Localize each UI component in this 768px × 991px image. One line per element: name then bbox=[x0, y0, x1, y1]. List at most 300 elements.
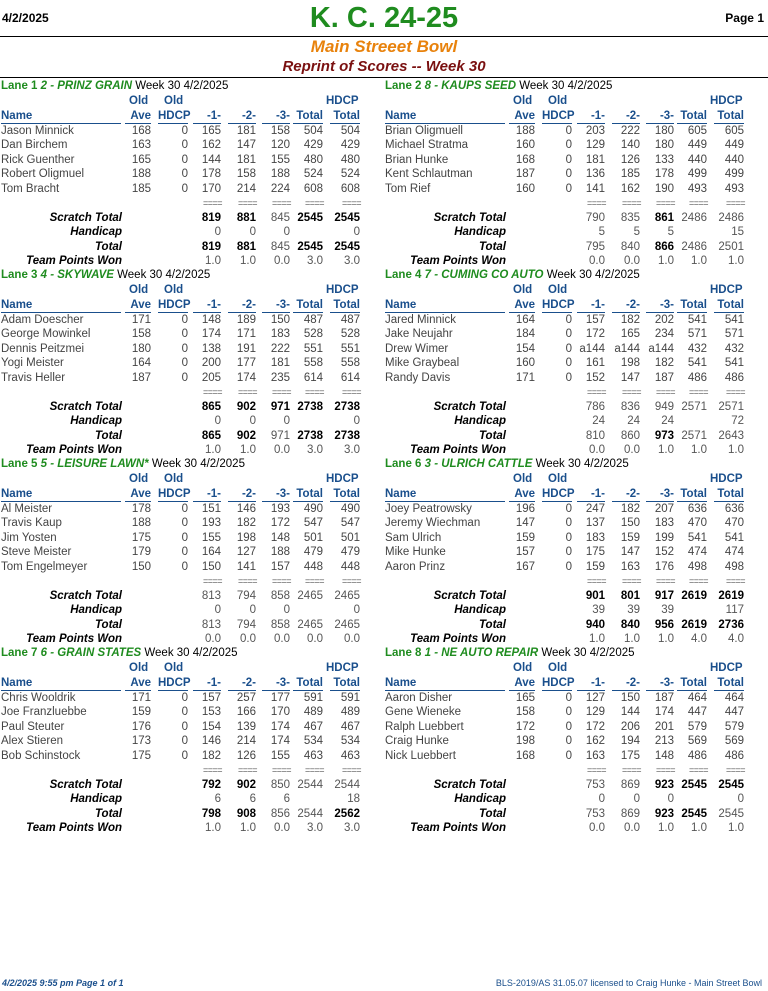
header-total: Total bbox=[677, 298, 707, 313]
handicap-total-total bbox=[671, 603, 707, 617]
header-ave: Ave bbox=[509, 109, 535, 124]
header-hdcp: HDCP bbox=[542, 298, 572, 313]
bowler-g1: 146 bbox=[201, 735, 221, 748]
scratch-total-label: Scratch Total bbox=[49, 779, 122, 791]
bowler-g2: 175 bbox=[620, 749, 640, 762]
bowler-hdcp: 0 bbox=[181, 749, 188, 762]
bowler-g1: 129 bbox=[585, 139, 605, 152]
header-name: Name bbox=[1, 676, 121, 691]
separator: ==== bbox=[621, 576, 641, 586]
header-g1: -1- bbox=[577, 298, 605, 313]
bowler-ave: 172 bbox=[515, 720, 535, 733]
bowler-hdcp: 0 bbox=[565, 371, 572, 384]
bowler-total: 558 bbox=[303, 357, 323, 370]
bowler-hdcp_total: 579 bbox=[724, 720, 744, 733]
bowler-total: 547 bbox=[303, 517, 323, 530]
separator: ==== bbox=[725, 576, 745, 586]
bowler-ave: 198 bbox=[515, 735, 535, 748]
scratch-total-label: Scratch Total bbox=[433, 590, 506, 602]
header-hdcp: HDCP bbox=[158, 676, 188, 691]
header-old-ave: Old bbox=[513, 284, 533, 296]
team-points-won-label: Team Points Won bbox=[410, 633, 506, 646]
header-hdcp_total: Total bbox=[714, 298, 744, 313]
team-points-won-hdcp_total: 1.0 bbox=[728, 255, 744, 268]
bowler-hdcp_total: 474 bbox=[724, 546, 744, 559]
team-points-won-g1: 1.0 bbox=[205, 822, 221, 835]
header-g3: -3- bbox=[262, 109, 290, 124]
team-points-won-total: 3.0 bbox=[307, 444, 323, 457]
team-name: 4 - SKYWAVE bbox=[40, 269, 114, 281]
grand-total-hdcp_total: 2501 bbox=[718, 240, 744, 253]
scratch-total-g2: 794 bbox=[236, 590, 256, 602]
grand-total-total: 2545 bbox=[297, 240, 323, 253]
bowler-hdcp_total: 479 bbox=[340, 546, 360, 559]
bowler-hdcp: 0 bbox=[181, 328, 188, 341]
header-old-ave: Old bbox=[513, 473, 533, 485]
lane-number: Lane 8 bbox=[385, 647, 422, 659]
bowler-hdcp: 0 bbox=[565, 517, 572, 530]
grand-total-g2: 840 bbox=[620, 618, 640, 631]
handicap-total-g2: 5 bbox=[633, 226, 640, 239]
bowler-hdcp_total: 569 bbox=[724, 735, 744, 748]
bowler-name: Paul Steuter bbox=[1, 720, 65, 733]
bowler-hdcp: 0 bbox=[181, 357, 188, 370]
bowler-hdcp_total: 558 bbox=[340, 357, 360, 370]
team-points-won-label: Team Points Won bbox=[26, 633, 122, 646]
report-subtitle: Reprint of Scores -- Week 30 bbox=[282, 58, 486, 75]
bowler-g3: 170 bbox=[270, 706, 290, 719]
separator: ==== bbox=[237, 198, 257, 208]
handicap-total-g2: 0 bbox=[633, 793, 640, 806]
bowler-total: 448 bbox=[303, 560, 323, 573]
bowler-name: Nick Luebbert bbox=[385, 749, 456, 762]
scratch-total-g3: 923 bbox=[654, 779, 674, 791]
bowler-hdcp_total: 547 bbox=[340, 517, 360, 530]
team-points-won-g1: 1.0 bbox=[589, 633, 605, 646]
bowler-g2: 146 bbox=[236, 503, 256, 515]
bowler-name: Jake Neujahr bbox=[385, 328, 453, 341]
bowler-ave: 173 bbox=[131, 735, 151, 748]
handicap-total-g3: 0 bbox=[283, 604, 290, 617]
bowler-g3: 120 bbox=[270, 139, 290, 152]
handicap-total-label: Handicap bbox=[454, 604, 506, 617]
bowler-g2: 185 bbox=[620, 168, 640, 181]
grand-total-g2: 881 bbox=[236, 240, 256, 253]
team-points-won-g1: 0.0 bbox=[589, 444, 605, 457]
handicap-total-g1: 39 bbox=[592, 604, 605, 617]
header-old-hdcp: Old bbox=[548, 473, 568, 485]
bowler-g1: 136 bbox=[585, 168, 605, 181]
bowler-total: 614 bbox=[303, 371, 323, 384]
bowler-g1: 157 bbox=[201, 692, 221, 704]
bowler-name: Bob Schinstock bbox=[1, 749, 81, 762]
scratch-total-hdcp_total: 2465 bbox=[334, 590, 360, 602]
bowler-g2: 206 bbox=[620, 720, 640, 733]
handicap-total-total bbox=[287, 225, 323, 239]
bowler-total: 499 bbox=[687, 168, 707, 181]
bowler-hdcp_total: 541 bbox=[724, 531, 744, 544]
bowler-ave: 158 bbox=[515, 706, 535, 719]
grand-total-total: 2571 bbox=[681, 429, 707, 442]
handicap-total-hdcp_total: 0 bbox=[353, 226, 360, 239]
bowler-name: Joey Peatrowsky bbox=[385, 503, 472, 515]
bowler-g2: 166 bbox=[236, 706, 256, 719]
bowler-g3: 187 bbox=[654, 692, 674, 704]
scratch-total-g2: 902 bbox=[236, 779, 256, 791]
bowler-g2: 126 bbox=[236, 749, 256, 762]
scratch-total-total: 2545 bbox=[297, 212, 323, 224]
team-points-won-g2: 0.0 bbox=[240, 633, 256, 646]
bowler-ave: 160 bbox=[515, 139, 535, 152]
header-old-hdcp: Old bbox=[164, 662, 184, 674]
bowler-g2: 140 bbox=[620, 139, 640, 152]
bowler-g3: 152 bbox=[654, 546, 674, 559]
report-title: K. C. 24-25 bbox=[309, 2, 459, 34]
bowler-hdcp_total: 541 bbox=[724, 314, 744, 326]
lane-block bbox=[0, 267, 384, 456]
bowler-hdcp: 0 bbox=[181, 153, 188, 166]
scratch-total-label: Scratch Total bbox=[433, 212, 506, 224]
bowler-g1: 161 bbox=[585, 357, 605, 370]
lane-block bbox=[0, 456, 384, 645]
bowler-total: 463 bbox=[303, 749, 323, 762]
separator: ==== bbox=[586, 387, 606, 397]
bowler-total: 636 bbox=[687, 503, 707, 515]
handicap-total-label: Handicap bbox=[454, 793, 506, 806]
lane-number: Lane 3 bbox=[1, 269, 38, 281]
bowler-name: Tom Bracht bbox=[1, 182, 60, 195]
team-name: 1 - NE AUTO REPAIR bbox=[424, 647, 539, 659]
bowler-hdcp_total: 486 bbox=[724, 749, 744, 762]
lane-header bbox=[385, 457, 629, 471]
bowler-ave: 158 bbox=[131, 328, 151, 341]
separator: ==== bbox=[341, 576, 361, 586]
header-hdcp: HDCP bbox=[542, 109, 572, 124]
team-points-won-label: Team Points Won bbox=[26, 822, 122, 835]
grand-total-g1: 798 bbox=[201, 807, 221, 820]
header-total: Total bbox=[293, 487, 323, 502]
grand-total-label: Total bbox=[94, 240, 122, 253]
bowler-g3: 235 bbox=[270, 371, 290, 384]
handicap-total-hdcp_total: 117 bbox=[725, 604, 744, 617]
team-points-won-hdcp_total: 3.0 bbox=[344, 822, 360, 835]
bowler-g1: 165 bbox=[201, 125, 221, 137]
scratch-total-label: Scratch Total bbox=[49, 212, 122, 224]
bowler-total: 429 bbox=[303, 139, 323, 152]
scratch-total-hdcp_total: 2486 bbox=[718, 212, 744, 224]
bowler-hdcp: 0 bbox=[565, 168, 572, 181]
week-date: Week 30 4/2/2025 bbox=[135, 80, 229, 92]
grand-total-g1: 865 bbox=[201, 429, 221, 442]
lane-header bbox=[1, 457, 245, 471]
lane-header bbox=[1, 79, 228, 93]
grand-total-label: Total bbox=[94, 807, 122, 820]
bowler-hdcp: 0 bbox=[181, 546, 188, 559]
grand-total-label: Total bbox=[478, 618, 506, 631]
lane-block bbox=[384, 456, 768, 645]
bowler-g1: 151 bbox=[201, 503, 221, 515]
bowler-hdcp_total: 487 bbox=[340, 314, 360, 326]
grand-total-g1: 795 bbox=[585, 240, 605, 253]
bowler-g3: a144 bbox=[648, 342, 674, 355]
team-points-won-g3: 0.0 bbox=[274, 255, 290, 268]
bowler-g2: 163 bbox=[620, 560, 640, 573]
separator: ==== bbox=[237, 387, 257, 397]
bowler-name: Tom Rief bbox=[385, 182, 431, 195]
bowler-g3: 190 bbox=[654, 182, 674, 195]
grand-total-label: Total bbox=[94, 429, 122, 442]
bowler-g1: a144 bbox=[579, 342, 605, 355]
separator: ==== bbox=[202, 387, 222, 397]
handicap-total-g3: 5 bbox=[667, 226, 674, 239]
bowler-total: 528 bbox=[303, 328, 323, 341]
separator: ==== bbox=[341, 765, 361, 775]
bowler-name: Mike Hunke bbox=[385, 546, 446, 559]
bowler-g1: 141 bbox=[585, 182, 605, 195]
grand-total-total: 2545 bbox=[681, 807, 707, 820]
handicap-total-total bbox=[287, 792, 323, 806]
team-points-won-hdcp_total: 0.0 bbox=[344, 633, 360, 646]
bowler-g3: 234 bbox=[654, 328, 674, 341]
bowler-total: 470 bbox=[687, 517, 707, 530]
header-total: Total bbox=[677, 676, 707, 691]
handicap-total-hdcp_total: 15 bbox=[731, 226, 744, 239]
bowler-g1: 144 bbox=[201, 153, 221, 166]
grand-total-hdcp_total: 2545 bbox=[718, 807, 744, 820]
bowler-g1: 154 bbox=[201, 720, 221, 733]
bowler-total: 579 bbox=[687, 720, 707, 733]
header-hdcp: HDCP bbox=[326, 662, 359, 674]
bowler-ave: 159 bbox=[515, 531, 535, 544]
scratch-total-g1: 792 bbox=[201, 779, 221, 791]
header-g2: -2- bbox=[612, 487, 640, 502]
scratch-total-g2: 801 bbox=[620, 590, 640, 602]
bowler-hdcp_total: 463 bbox=[340, 749, 360, 762]
bowler-g3: 188 bbox=[270, 168, 290, 181]
scratch-total-g2: 902 bbox=[236, 401, 256, 413]
team-points-won-label: Team Points Won bbox=[410, 822, 506, 835]
bowler-name: Yogi Meister bbox=[1, 357, 64, 370]
handicap-total-total bbox=[671, 414, 707, 428]
header-old-ave: Old bbox=[129, 662, 149, 674]
handicap-total-label: Handicap bbox=[70, 604, 122, 617]
scratch-total-g3: 917 bbox=[654, 590, 674, 602]
header-hdcp: HDCP bbox=[158, 109, 188, 124]
scratch-total-g1: 819 bbox=[201, 212, 221, 224]
grand-total-total: 2619 bbox=[681, 618, 707, 631]
separator: ==== bbox=[688, 198, 708, 208]
scratch-total-hdcp_total: 2545 bbox=[334, 212, 360, 224]
header-g1: -1- bbox=[193, 487, 221, 502]
separator: ==== bbox=[341, 387, 361, 397]
bowler-name: Michael Stratma bbox=[385, 139, 469, 152]
scratch-total-g3: 858 bbox=[270, 590, 290, 602]
scratch-total-total: 2545 bbox=[681, 779, 707, 791]
lane-number: Lane 5 bbox=[1, 458, 38, 470]
bowler-ave: 159 bbox=[131, 706, 151, 719]
bowler-g3: 202 bbox=[654, 314, 674, 326]
handicap-total-hdcp_total: 0 bbox=[737, 793, 744, 806]
bowler-g1: 172 bbox=[585, 720, 605, 733]
header-old-ave: Old bbox=[129, 284, 149, 296]
bowler-hdcp: 0 bbox=[181, 314, 188, 326]
team-points-won-total: 0.0 bbox=[307, 633, 323, 646]
lane-header bbox=[1, 268, 210, 282]
header-g1: -1- bbox=[577, 676, 605, 691]
bowler-g3: 183 bbox=[270, 328, 290, 341]
header-total: Total bbox=[293, 676, 323, 691]
grand-total-total: 2465 bbox=[297, 618, 323, 631]
bowler-g1: 163 bbox=[585, 749, 605, 762]
bowler-name: Sam Ulrich bbox=[385, 531, 442, 544]
scratch-total-g2: 869 bbox=[620, 779, 640, 791]
grand-total-g3: 856 bbox=[270, 807, 290, 820]
handicap-total-g1: 0 bbox=[214, 604, 221, 617]
bowler-g1: 172 bbox=[585, 328, 605, 341]
grand-total-hdcp_total: 2465 bbox=[334, 618, 360, 631]
bowler-g2: 141 bbox=[236, 560, 256, 573]
center-name: Main Streeet Bowl bbox=[310, 37, 458, 56]
header-g2: -2- bbox=[612, 676, 640, 691]
bowler-g3: 155 bbox=[270, 153, 290, 166]
bowler-g1: 162 bbox=[585, 735, 605, 748]
separator: ==== bbox=[586, 198, 606, 208]
separator: ==== bbox=[237, 576, 257, 586]
header-name: Name bbox=[1, 109, 121, 124]
grand-total-total: 2486 bbox=[681, 240, 707, 253]
team-points-won-g1: 1.0 bbox=[205, 444, 221, 457]
header-g2: -2- bbox=[228, 109, 256, 124]
grand-total-g2: 869 bbox=[620, 807, 640, 820]
bowler-total: 486 bbox=[687, 371, 707, 384]
bowler-g3: 213 bbox=[654, 735, 674, 748]
lane-number: Lane 2 bbox=[385, 80, 422, 92]
bowler-ave: 171 bbox=[131, 692, 151, 704]
grand-total-label: Total bbox=[478, 240, 506, 253]
grand-total-hdcp_total: 2562 bbox=[334, 807, 360, 820]
bowler-hdcp: 0 bbox=[565, 735, 572, 748]
separator: ==== bbox=[202, 198, 222, 208]
bowler-name: Jared Minnick bbox=[385, 314, 456, 326]
bowler-total: 498 bbox=[687, 560, 707, 573]
grand-total-total: 2544 bbox=[297, 807, 323, 820]
week-date: Week 30 4/2/2025 bbox=[546, 269, 640, 281]
header-hdcp_total: Total bbox=[330, 109, 360, 124]
scratch-total-label: Scratch Total bbox=[433, 779, 506, 791]
header-g3: -3- bbox=[262, 298, 290, 313]
grand-total-g2: 908 bbox=[236, 807, 256, 820]
lane-number: Lane 1 bbox=[1, 80, 38, 92]
header-g1: -1- bbox=[193, 298, 221, 313]
bowler-total: 432 bbox=[687, 342, 707, 355]
bowler-hdcp_total: 614 bbox=[340, 371, 360, 384]
bowler-hdcp_total: 591 bbox=[340, 692, 360, 704]
header-hdcp: HDCP bbox=[326, 284, 359, 296]
bowler-hdcp: 0 bbox=[565, 314, 572, 326]
bowler-g3: 180 bbox=[654, 139, 674, 152]
bowler-hdcp: 0 bbox=[181, 692, 188, 704]
handicap-total-g2: 39 bbox=[627, 604, 640, 617]
lane-block bbox=[384, 78, 768, 267]
team-points-won-g2: 1.0 bbox=[240, 822, 256, 835]
team-points-won-total: 1.0 bbox=[691, 255, 707, 268]
bowler-ave: 160 bbox=[515, 182, 535, 195]
bowler-g1: 152 bbox=[585, 371, 605, 384]
bowler-g1: 164 bbox=[201, 546, 221, 559]
bowler-hdcp: 0 bbox=[565, 153, 572, 166]
scratch-total-g3: 845 bbox=[270, 212, 290, 224]
bowler-total: 501 bbox=[303, 531, 323, 544]
team-points-won-hdcp_total: 3.0 bbox=[344, 255, 360, 268]
bowler-ave: 163 bbox=[131, 139, 151, 152]
bowler-g2: 147 bbox=[620, 371, 640, 384]
bowler-hdcp_total: 528 bbox=[340, 328, 360, 341]
grand-total-g3: 971 bbox=[270, 429, 290, 442]
grand-total-g3: 956 bbox=[654, 618, 674, 631]
bowler-g1: 157 bbox=[585, 314, 605, 326]
scratch-total-total: 2486 bbox=[681, 212, 707, 224]
separator: ==== bbox=[304, 198, 324, 208]
separator: ==== bbox=[621, 387, 641, 397]
header-name: Name bbox=[1, 487, 121, 502]
header-g2: -2- bbox=[612, 109, 640, 124]
handicap-total-g2: 0 bbox=[249, 415, 256, 428]
header-hdcp_total: Total bbox=[714, 109, 744, 124]
bowler-ave: 165 bbox=[131, 153, 151, 166]
team-points-won-total: 1.0 bbox=[691, 444, 707, 457]
bowler-hdcp_total: 490 bbox=[340, 503, 360, 515]
bowler-hdcp: 0 bbox=[565, 692, 572, 704]
scratch-total-total: 2571 bbox=[681, 401, 707, 413]
bowler-ave: 168 bbox=[131, 125, 151, 137]
grand-total-g3: 866 bbox=[654, 240, 674, 253]
bowler-hdcp_total: 432 bbox=[724, 342, 744, 355]
header-g3: -3- bbox=[646, 487, 674, 502]
bowler-name: Adam Doescher bbox=[1, 314, 84, 326]
week-date: Week 30 4/2/2025 bbox=[144, 647, 238, 659]
bowler-ave: 188 bbox=[131, 168, 151, 181]
header-ave: Ave bbox=[509, 298, 535, 313]
handicap-total-label: Handicap bbox=[454, 226, 506, 239]
team-points-won-g3: 1.0 bbox=[658, 444, 674, 457]
bowler-total: 541 bbox=[687, 314, 707, 326]
team-points-won-label: Team Points Won bbox=[410, 255, 506, 268]
separator: ==== bbox=[271, 387, 291, 397]
team-points-won-total: 1.0 bbox=[691, 822, 707, 835]
bowler-g3: 224 bbox=[270, 182, 290, 195]
header-hdcp: HDCP bbox=[158, 487, 188, 502]
bowler-hdcp_total: 524 bbox=[340, 168, 360, 181]
bowler-ave: 171 bbox=[131, 314, 151, 326]
bowler-g2: 159 bbox=[620, 531, 640, 544]
header-old-hdcp: Old bbox=[548, 284, 568, 296]
scratch-total-g1: 813 bbox=[201, 590, 221, 602]
bowler-g3: 133 bbox=[654, 153, 674, 166]
header-hdcp: HDCP bbox=[710, 284, 743, 296]
bowler-g3: 182 bbox=[654, 357, 674, 370]
grand-total-total: 2738 bbox=[297, 429, 323, 442]
bowler-name: Craig Hunke bbox=[385, 735, 449, 748]
team-points-won-g1: 0.0 bbox=[205, 633, 221, 646]
bowler-name: Mike Graybeal bbox=[385, 357, 460, 370]
bowler-hdcp: 0 bbox=[565, 328, 572, 341]
bowler-name: Ralph Luebbert bbox=[385, 720, 464, 733]
bowler-total: 479 bbox=[303, 546, 323, 559]
bowler-ave: 175 bbox=[131, 749, 151, 762]
team-points-won-total: 4.0 bbox=[691, 633, 707, 646]
team-points-won-hdcp_total: 1.0 bbox=[728, 444, 744, 457]
header-hdcp: HDCP bbox=[158, 298, 188, 313]
